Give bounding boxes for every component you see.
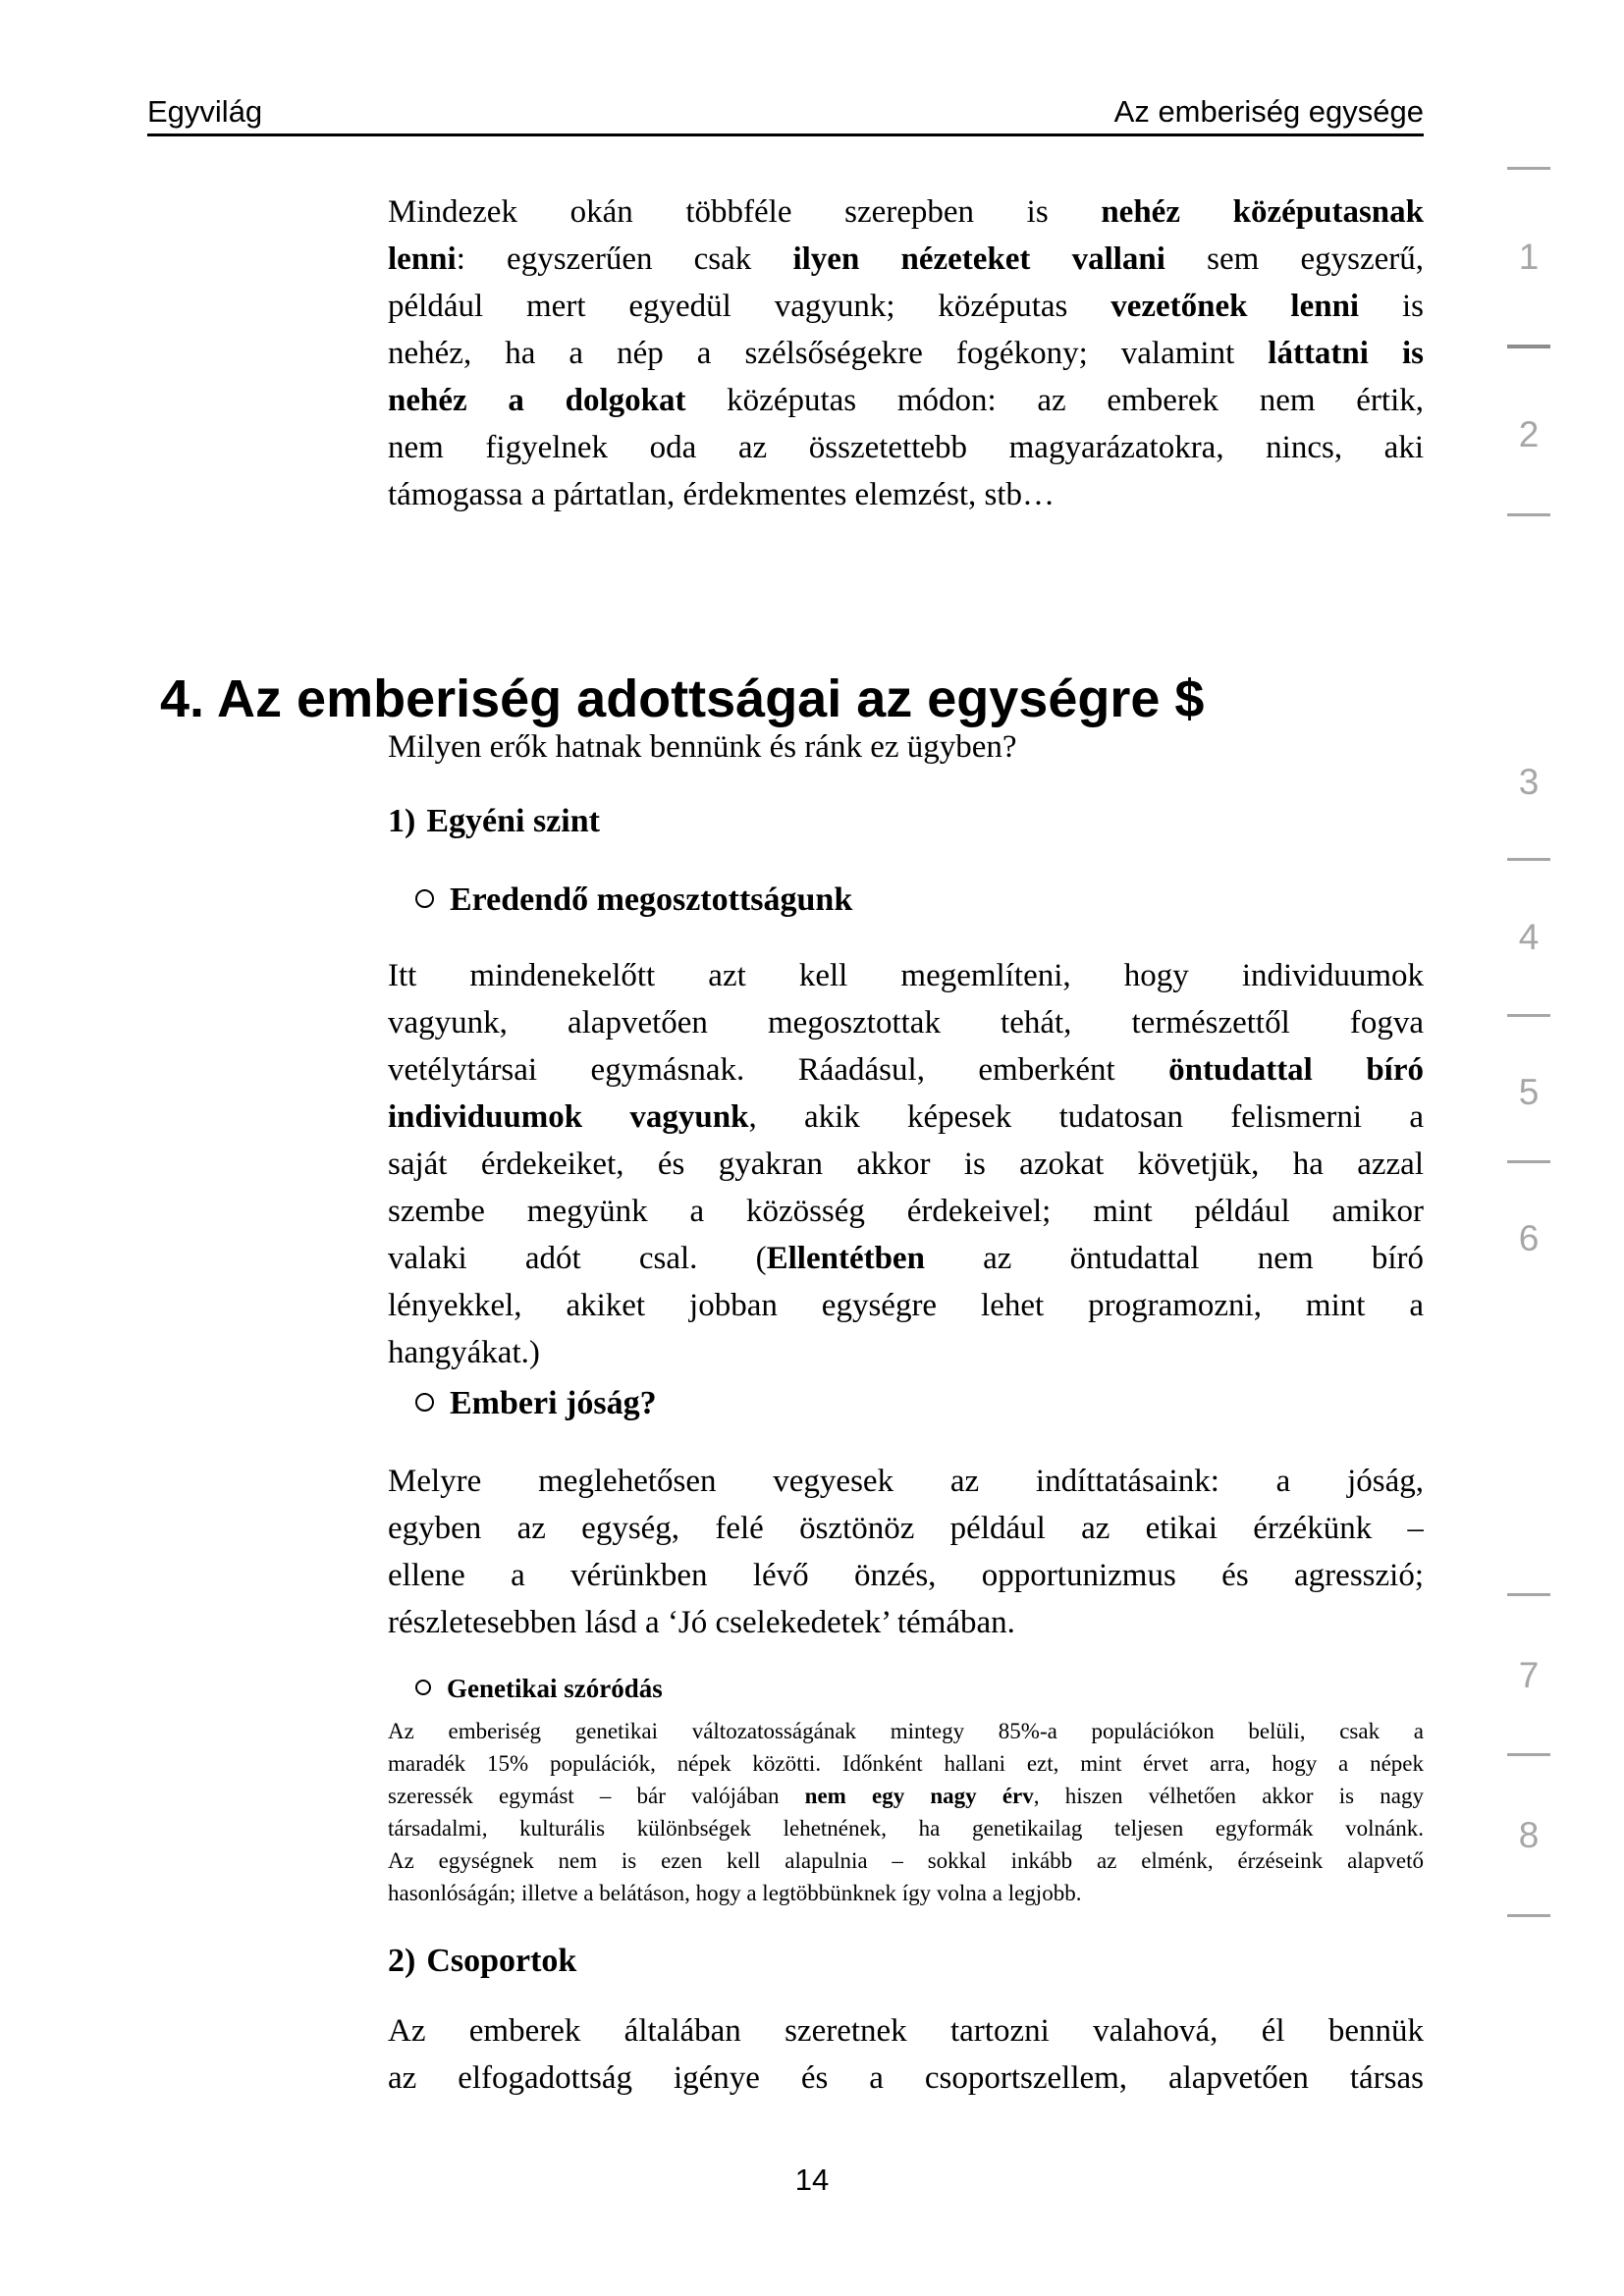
chapter-heading: 4. Az emberiség adottságai az egységre $ — [160, 669, 1205, 729]
bullet-heading-label: Eredendő megosztottságunk — [450, 881, 853, 918]
text-line — [388, 1329, 1424, 1376]
bullet-heading-genetic-variation — [415, 1672, 663, 1705]
header-rule — [147, 133, 1424, 136]
text-line — [388, 1552, 1424, 1599]
text-run: Mindezek okán többféle szerepben is — [388, 194, 1102, 230]
text-run: hasonlóságán; illetve a belátáson, hogy a legtöbbünknek így volna a legjobb. — [388, 1881, 1082, 1905]
bold-text-run: öntudattal bíró — [1168, 1052, 1424, 1088]
bold-text-run: individuumok vagyunk — [388, 1099, 749, 1135]
margin-dash — [1507, 513, 1550, 516]
text-line — [388, 1747, 1424, 1780]
text-run: saját érdekeiket, és gyakran akkor is azokat követjük, ha azzal — [388, 1147, 1424, 1182]
text-run: Az emberiség genetikai változatosságának mintegy 85%-a populációkon belüli, csak a — [388, 1719, 1424, 1743]
bold-text-run: ilyen nézeteket vallani — [792, 241, 1165, 277]
margin-line-number: 5 — [1518, 1072, 1540, 1112]
text-run: ellene a vérünkben lévő önzés, opportunizmus és agresszió; — [388, 1558, 1424, 1593]
text-line — [388, 952, 1424, 999]
text-run: részletesebben lásd a ‘Jó cselekedetek’ témában. — [388, 1605, 1015, 1640]
text-run: sem egyszerű, — [1164, 241, 1424, 277]
text-run: Az emberek általában szeretnek tartozni valahová, él bennük — [388, 2013, 1424, 2049]
text-run: vetélytársai egymásnak. Ráadásul, emberként — [388, 1052, 1169, 1088]
text-line — [388, 1094, 1424, 1141]
text-line — [388, 188, 1424, 236]
text-line — [388, 1046, 1424, 1094]
text-line — [388, 2055, 1424, 2102]
section-heading-groups — [388, 1941, 576, 1982]
margin-line-number: 7 — [1518, 1655, 1540, 1695]
intro-question: Milyen erők hatnak bennünk és ránk ez ügyben? — [388, 729, 1017, 765]
text-run: : egyszerűen csak — [456, 241, 793, 277]
circle-bullet-icon — [415, 1393, 434, 1412]
text-run: az öntudattal nem bíró — [924, 1241, 1424, 1276]
circle-bullet-icon — [415, 889, 434, 908]
text-line — [388, 1188, 1424, 1235]
text-line — [388, 1282, 1424, 1329]
text-line — [388, 1812, 1424, 1844]
section-number: 1) — [388, 803, 416, 839]
text-run: Az egységnek nem is ezen kell alapulnia – sokkal inkább az elménk, érzéseink alapvető — [388, 1848, 1424, 1873]
margin-line-number: 2 — [1518, 414, 1540, 454]
text-run: egyben az egység, felé ösztönöz például az etikai érzékünk – — [388, 1511, 1424, 1546]
bold-text-run: lenni — [388, 241, 457, 277]
paragraph-middle-road — [388, 188, 1424, 518]
bold-text-run: láttatni is — [1268, 336, 1424, 371]
text-line — [388, 236, 1424, 283]
text-run: is — [1359, 289, 1424, 324]
text-run: lényekkel, akiket jobban egységre lehet programozni, mint a — [388, 1288, 1424, 1323]
section-label: Egyéni szint — [426, 803, 600, 839]
text-run: nem figyelnek oda az összetettebb magyarázatokra, nincs, aki — [388, 430, 1424, 465]
section-label: Csoportok — [426, 1943, 577, 1979]
header-right-title: Az emberiség egysége — [1113, 94, 1424, 129]
text-run: szembe megyünk a közösség érdekeivel; mint például amikor — [388, 1194, 1424, 1229]
text-line — [388, 999, 1424, 1046]
margin-line-number: 4 — [1518, 917, 1540, 957]
text-line — [388, 1141, 1424, 1188]
section-heading-individual-level — [388, 801, 600, 842]
text-line — [388, 1715, 1424, 1747]
bold-text-run: Ellentétben — [766, 1241, 925, 1276]
margin-dash — [1507, 1014, 1550, 1017]
margin-dash — [1507, 345, 1550, 348]
text-run: támogassa a pártatlan, érdekmentes elemzést, stb… — [388, 477, 1055, 512]
text-run: például mert egyedül vagyunk; középutas — [388, 289, 1111, 324]
bullet-heading-inherent-division — [415, 880, 852, 921]
text-line — [388, 2007, 1424, 2055]
text-line — [388, 330, 1424, 377]
text-run: vagyunk, alapvetően megosztottak tehát, természettől fogva — [388, 1005, 1424, 1041]
text-run: hangyákat.) — [388, 1335, 540, 1370]
margin-dash — [1507, 167, 1550, 170]
margin-dash — [1507, 1160, 1550, 1163]
text-run: , hiszen vélhetően akkor is nagy — [1033, 1784, 1424, 1808]
text-line — [388, 424, 1424, 471]
text-line — [388, 471, 1424, 518]
text-line — [388, 283, 1424, 330]
text-run: valaki adót csal. ( — [388, 1241, 767, 1276]
text-run: társadalmi, kulturális különbségek lehetnének, ha genetikailag teljesen egyformák volnánk. — [388, 1816, 1424, 1841]
bold-text-run: vezetőnek lenni — [1110, 289, 1360, 324]
margin-dash — [1507, 1593, 1550, 1596]
text-line — [388, 1877, 1424, 1909]
text-run: , akik képesek tudatosan felismerni a — [748, 1099, 1424, 1135]
bullet-heading-label: Emberi jóság? — [450, 1385, 657, 1421]
margin-dash — [1507, 858, 1550, 861]
text-line — [388, 1458, 1424, 1505]
margin-line-number: 3 — [1518, 762, 1540, 802]
margin-dash — [1507, 1753, 1550, 1756]
margin-line-number: 6 — [1518, 1218, 1540, 1258]
text-line — [388, 1844, 1424, 1877]
paragraph-individuals — [388, 952, 1424, 1376]
section-number: 2) — [388, 1943, 416, 1979]
paragraph-motivations — [388, 1458, 1424, 1646]
text-run: középutas módon: az emberek nem értik, — [685, 383, 1424, 418]
margin-line-number: 1 — [1518, 237, 1540, 277]
circle-bullet-icon — [415, 1680, 431, 1695]
text-line — [388, 1599, 1424, 1646]
text-line — [388, 1780, 1424, 1812]
text-run: maradék 15% populációk, népek közötti. Időnként hallani ezt, mint érvet arra, hogy a népek — [388, 1751, 1424, 1776]
bold-text-run: nehéz a dolgokat — [388, 383, 686, 418]
text-run: nehéz, ha a nép a szélsőségekre fogékony; valamint — [388, 336, 1269, 371]
text-line — [388, 1505, 1424, 1552]
margin-line-number: 8 — [1518, 1815, 1540, 1855]
bullet-heading-label: Genetikai szóródás — [447, 1674, 663, 1703]
header-left-title: Egyvilág — [147, 94, 263, 129]
page-number: 14 — [794, 2163, 830, 2197]
text-run: Itt mindenekelőtt azt kell megemlíteni, hogy individuumok — [388, 958, 1424, 993]
text-run: az elfogadottság igénye és a csoportszellem, alapvetően társas — [388, 2060, 1424, 2096]
text-line — [388, 377, 1424, 424]
text-line — [388, 1235, 1424, 1282]
paragraph-genetic-variation-smallprint — [388, 1715, 1424, 1909]
margin-dash — [1507, 1914, 1550, 1917]
bold-text-run: nehéz középutasnak — [1101, 194, 1424, 230]
text-run: Melyre meglehetősen vegyesek az indíttatásaink: a jóság, — [388, 1464, 1424, 1499]
paragraph-belonging — [388, 2007, 1424, 2102]
bullet-heading-human-goodness — [415, 1383, 657, 1424]
bold-text-run: nem egy nagy érv — [804, 1784, 1034, 1808]
text-run: szeressék egymást – bár valójában — [388, 1784, 805, 1808]
